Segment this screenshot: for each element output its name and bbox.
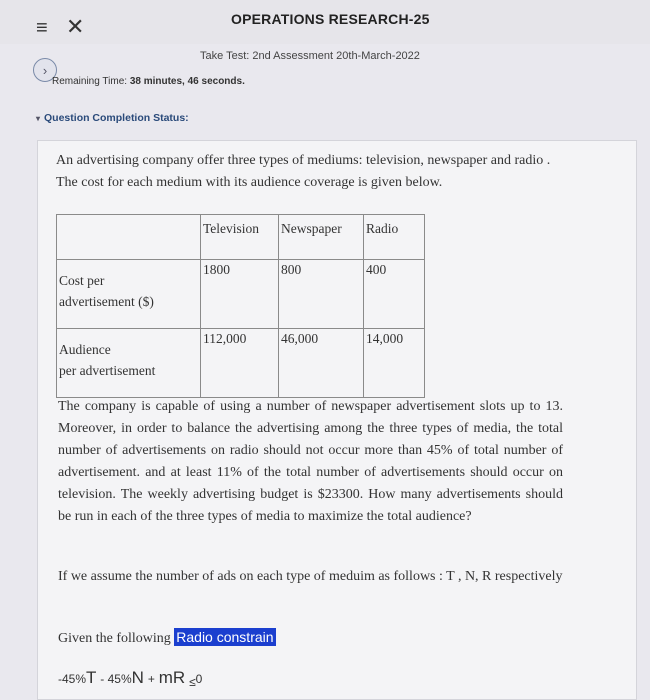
chevron-right-icon: ›: [42, 62, 48, 78]
table-cell: 46,000: [279, 329, 364, 398]
radio-constraint-formula: [58, 668, 202, 689]
question-assumption: If we assume the number of ads on each type of meduim as follows : T , N, R respectively: [58, 569, 563, 584]
menu-icon[interactable]: ≡: [36, 17, 48, 39]
test-title: Take Test: 2nd Assessment 20th-March-2022: [200, 50, 420, 62]
remaining-time: [52, 76, 245, 87]
formula-r-term: mR: [158, 668, 186, 687]
table-header-cell: Radio: [364, 215, 425, 260]
formula-t-coef: -45%: [58, 672, 87, 686]
table-header-cell: Television: [201, 215, 279, 260]
question-status-label: Question Completion Status:: [44, 112, 189, 124]
question-intro: An advertising company offer three types of mediums: television, newspaper and radio . The cost for each medium with its audience coverage is given below.: [56, 153, 551, 190]
table-cell: 14,000: [364, 329, 425, 398]
triangle-down-icon: ▾: [36, 114, 41, 123]
table-cell: 1800: [201, 260, 279, 329]
table-cell: 800: [279, 260, 364, 329]
remaining-time-value: 38 minutes, 46 seconds.: [129, 76, 245, 87]
remaining-time-label: Remaining Time:: [52, 76, 128, 87]
table-row: [57, 260, 425, 329]
row-label-line: Cost per: [59, 273, 105, 288]
table-header-cell: Newspaper: [279, 215, 364, 260]
question-body: The company is capable of using a number of newspaper advertisement slots up to 13. Moreover, in order to balance the advertising among the three types of media, the total number of advertisements on radio should not occur more than 45% of total number of advertisement. and at least 11% of the total number of advertisements should occur on television. The weekly advertising budget is $23300. How many advertisements should be run in each of the three types of media to maximize the total audience?: [58, 399, 563, 524]
formula-rhs: 0: [195, 672, 203, 686]
table-header-row: [57, 215, 425, 260]
formula-n-coef: - 45%: [100, 672, 132, 686]
given-line: [58, 626, 276, 650]
formula-plus: +: [147, 672, 155, 686]
row-label-line: per advertisement: [59, 363, 156, 378]
row-label-line: advertisement ($): [59, 294, 154, 309]
table-row: [57, 329, 425, 398]
row-label-line: Audience: [59, 342, 111, 357]
question-completion-status[interactable]: [36, 112, 189, 124]
formula-t-var: T: [86, 668, 97, 687]
formula-relation: ≤: [189, 675, 196, 689]
media-table: [56, 214, 425, 398]
close-icon[interactable]: ✕: [66, 14, 85, 39]
table-cell: 112,000: [201, 329, 279, 398]
formula-n-var: N: [131, 668, 144, 687]
table-header-cell: [57, 215, 201, 260]
given-highlight: Radio constrain: [176, 629, 274, 645]
top-bar: [0, 0, 650, 44]
table-cell: 400: [364, 260, 425, 329]
table-row-label: [57, 329, 201, 398]
table-row-label: [57, 260, 201, 329]
course-title: OPERATIONS RESEARCH-25: [231, 11, 430, 27]
given-prefix: Given the following: [58, 631, 171, 646]
